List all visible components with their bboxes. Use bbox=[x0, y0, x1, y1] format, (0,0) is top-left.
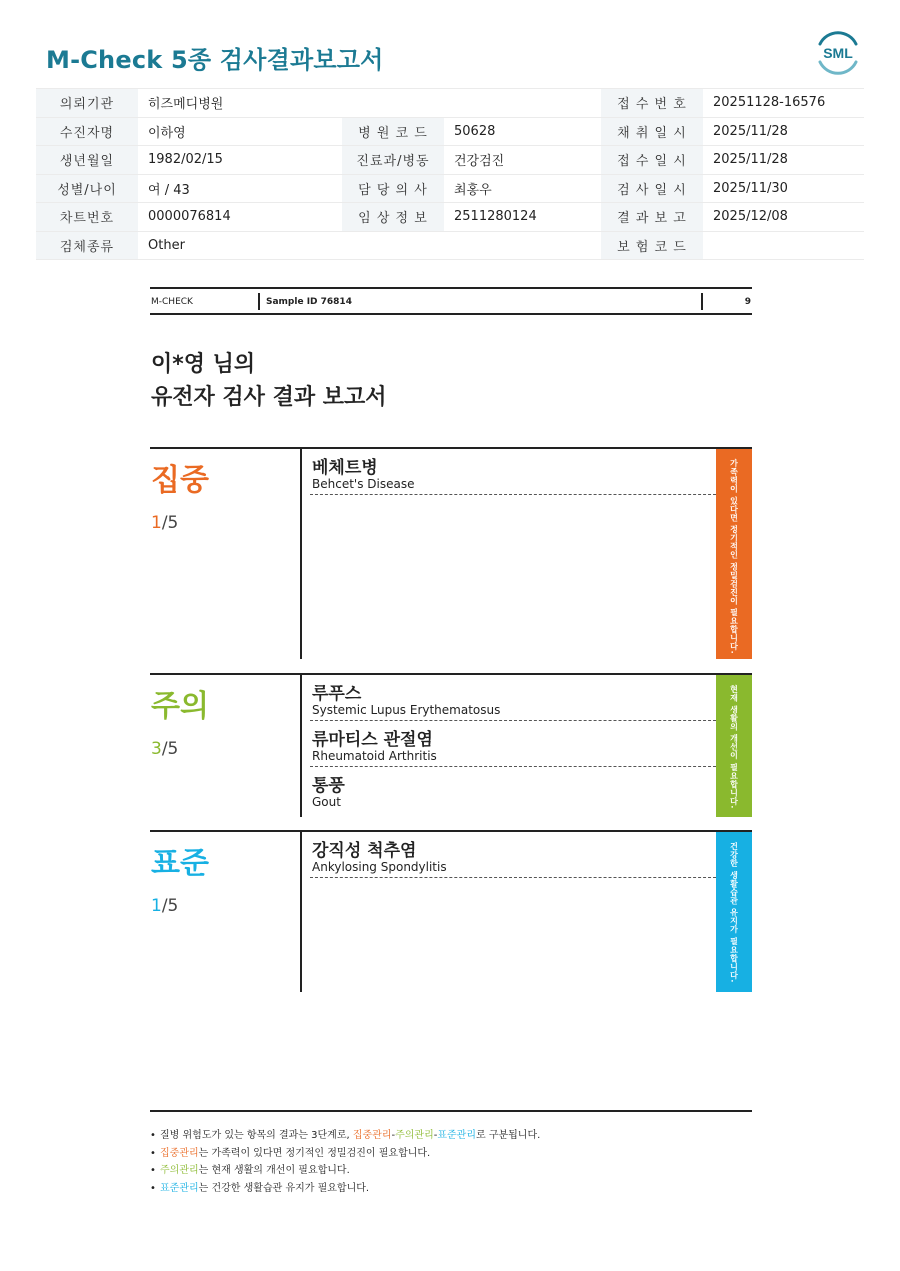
info-row bbox=[36, 231, 864, 260]
section-items bbox=[310, 675, 716, 813]
report-title-line2: 유전자 검사 결과 보고서 bbox=[151, 385, 387, 410]
disease-name-ko: 루푸스 bbox=[312, 684, 362, 704]
disease-name-en: Ankylosing Spondylitis bbox=[312, 860, 447, 874]
section-caution bbox=[150, 673, 752, 817]
header-divider bbox=[701, 293, 703, 310]
info-value bbox=[703, 231, 864, 260]
info-value: 2025/11/28 bbox=[703, 117, 864, 146]
info-label: 진료과/병동 bbox=[342, 146, 444, 175]
header-brand: M-CHECK bbox=[151, 297, 193, 307]
info-value: 이하영 bbox=[138, 117, 342, 146]
disease-name-en: Gout bbox=[312, 795, 341, 809]
disease-name-ko: 강직성 척추염 bbox=[312, 841, 417, 861]
section-divider bbox=[300, 675, 302, 817]
info-value: 2025/12/08 bbox=[703, 203, 864, 232]
info-empty bbox=[444, 89, 601, 118]
info-value: 건강검진 bbox=[444, 146, 601, 175]
info-label: 생년월일 bbox=[36, 146, 138, 175]
disease-name-en: Rheumatoid Arthritis bbox=[312, 749, 437, 763]
section-divider bbox=[300, 832, 302, 992]
info-label: 수진자명 bbox=[36, 117, 138, 146]
side-note: 가족력이 있다면 정기적인 정밀검진이 필요합니다. bbox=[729, 459, 739, 655]
sml-logo-icon bbox=[815, 30, 861, 76]
section-name: 주의 bbox=[151, 689, 209, 724]
section-standard bbox=[150, 830, 752, 992]
info-label: 검체종류 bbox=[36, 231, 138, 260]
info-empty bbox=[444, 231, 601, 260]
legend-notes bbox=[150, 1127, 752, 1197]
sample-id: Sample ID 76814 bbox=[266, 297, 352, 307]
section-count: 3/5 bbox=[151, 739, 179, 759]
disease-name-en: Systemic Lupus Erythematosus bbox=[312, 703, 501, 717]
patient-info-table bbox=[36, 88, 864, 260]
side-note: 현재 생활의 개선이 필요합니다. bbox=[729, 685, 739, 809]
info-label: 의뢰기관 bbox=[36, 89, 138, 118]
disease-name-en: Behcet's Disease bbox=[312, 477, 415, 491]
section-count: 1/5 bbox=[151, 513, 179, 533]
info-value: Other bbox=[138, 231, 342, 260]
section-items bbox=[310, 449, 716, 495]
info-value: 50628 bbox=[444, 117, 601, 146]
info-row bbox=[36, 89, 864, 118]
note-item: • 표준관리는 건강한 생활습관 유지가 필요합니다. bbox=[150, 1180, 752, 1198]
section-name: 집중 bbox=[151, 463, 209, 498]
info-row bbox=[36, 203, 864, 232]
standard-side-band bbox=[716, 832, 752, 992]
info-value: 1982/02/15 bbox=[138, 146, 342, 175]
info-row bbox=[36, 174, 864, 203]
disease-item bbox=[310, 832, 716, 878]
info-value: 최홍우 bbox=[444, 174, 601, 203]
info-label: 담 당 의 사 bbox=[342, 174, 444, 203]
disease-item bbox=[310, 721, 716, 767]
note-item: • 주의관리는 현재 생활의 개선이 필요합니다. bbox=[150, 1162, 752, 1180]
document-title: M-Check 5종 검사결과보고서 bbox=[46, 46, 384, 74]
disease-item bbox=[310, 675, 716, 721]
disease-name-ko: 베체트병 bbox=[312, 458, 378, 478]
info-label: 성별/나이 bbox=[36, 174, 138, 203]
logo-text: SML bbox=[823, 45, 853, 61]
disease-name-ko: 통풍 bbox=[312, 776, 345, 796]
section-divider bbox=[300, 449, 302, 659]
section-items bbox=[310, 832, 716, 878]
info-empty bbox=[342, 89, 444, 118]
info-value: 2025/11/28 bbox=[703, 146, 864, 175]
info-value: 0000076814 bbox=[138, 203, 342, 232]
footer-divider bbox=[150, 1110, 752, 1112]
section-name: 표준 bbox=[151, 846, 209, 881]
info-row bbox=[36, 117, 864, 146]
info-value: 히즈메디병원 bbox=[138, 89, 342, 118]
info-row bbox=[36, 146, 864, 175]
disease-item bbox=[310, 449, 716, 495]
section-count: 1/5 bbox=[151, 896, 179, 916]
caution-side-band bbox=[716, 675, 752, 817]
info-empty bbox=[342, 231, 444, 260]
info-value: 20251128-16576 bbox=[703, 89, 864, 118]
info-label: 임 상 정 보 bbox=[342, 203, 444, 232]
info-label: 보 험 코 드 bbox=[601, 231, 703, 260]
side-note: 건강한 생활습관 유지가 필요합니다. bbox=[729, 842, 739, 983]
info-label: 결 과 보 고 bbox=[601, 203, 703, 232]
info-label: 검 사 일 시 bbox=[601, 174, 703, 203]
report-title bbox=[151, 348, 387, 414]
info-label: 접 수 일 시 bbox=[601, 146, 703, 175]
info-label: 채 취 일 시 bbox=[601, 117, 703, 146]
info-label: 접 수 번 호 bbox=[601, 89, 703, 118]
report-title-line1: 이*영 님의 bbox=[151, 352, 256, 377]
note-item: • 집중관리는 가족력이 있다면 정기적인 정밀검진이 필요합니다. bbox=[150, 1145, 752, 1163]
info-value: 2025/11/30 bbox=[703, 174, 864, 203]
disease-item bbox=[310, 767, 716, 813]
section-focus bbox=[150, 447, 752, 659]
info-label: 병 원 코 드 bbox=[342, 117, 444, 146]
note-item: • 질병 위험도가 있는 항목의 결과는 3단계로, 집중관리-주의관리-표준관리로 구분됩니다. bbox=[150, 1127, 752, 1145]
page-header bbox=[150, 287, 752, 315]
info-label: 차트번호 bbox=[36, 203, 138, 232]
page-number: 9 bbox=[744, 297, 751, 307]
focus-side-band bbox=[716, 449, 752, 659]
disease-name-ko: 류마티스 관절염 bbox=[312, 730, 433, 750]
info-value: 2511280124 bbox=[444, 203, 601, 232]
info-value: 여 / 43 bbox=[138, 174, 342, 203]
header-divider bbox=[258, 293, 260, 310]
